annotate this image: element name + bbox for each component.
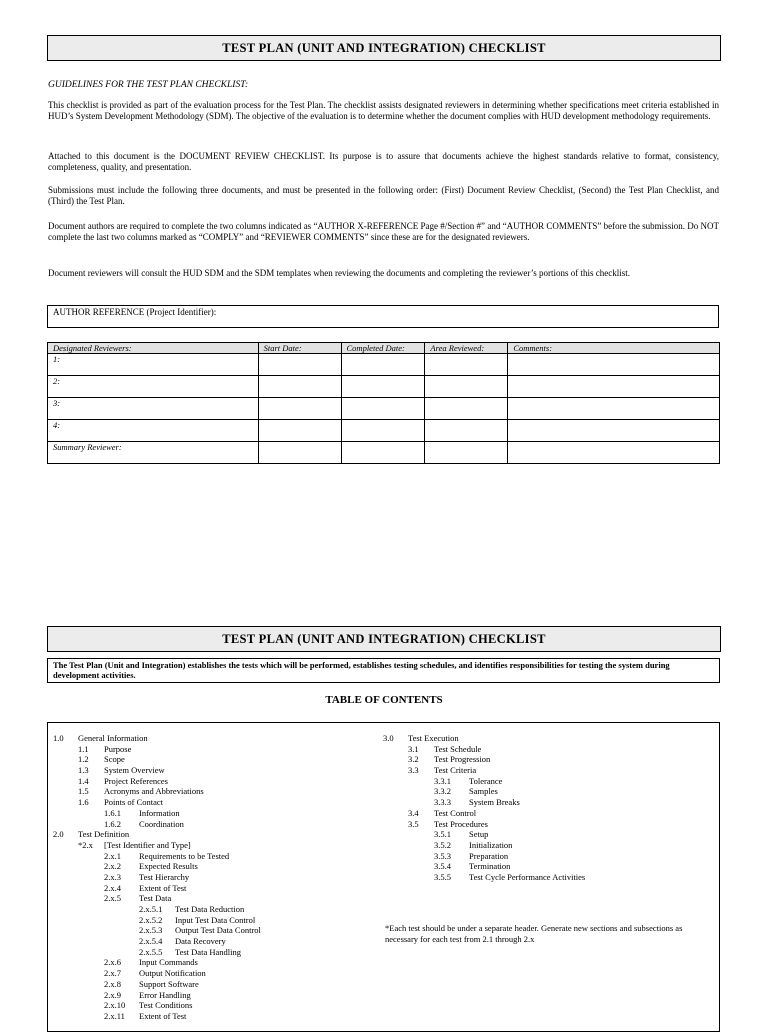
paragraph-authors: Document authors are required to complete the two columns indicated as “AUTHOR X-REFERENCE Page #/Section #” and “AUTHOR COMMENTS” before the submission. Do NOT complete the last two columns marked as “COMPLY” and “REVIEWER COMMENTS” since these are for the designated reviewers. — [48, 221, 719, 242]
completed-date-cell[interactable] — [341, 442, 425, 464]
toc-entry-number: 3.3.1 — [434, 775, 451, 786]
toc-note: *Each test should be under a separate header. Generate new sections and subsections as necessary for each test from 2.1 through 2.x — [385, 923, 683, 944]
reviewer-cell[interactable]: 2: — [48, 376, 259, 398]
toc-entry-title: Output Notification — [139, 968, 206, 979]
toc-entry-title: Test Data Handling — [175, 946, 241, 957]
toc-entry-number: 3.5 — [408, 818, 419, 829]
toc-entry-number: 2.x.7 — [104, 968, 121, 979]
toc-entry-title: Error Handling — [139, 989, 191, 1000]
table-row — [48, 420, 720, 442]
toc-entry-title: Test Hierarchy — [139, 871, 190, 882]
toc-entry-number: 1.6.1 — [104, 807, 121, 818]
toc-entry-title: Purpose — [104, 743, 132, 754]
toc-entry-title: Information — [139, 807, 180, 818]
checklist-title: TEST PLAN (UNIT AND INTEGRATION) CHECKLIST — [47, 35, 721, 61]
header-designated-reviewers: Designated Reviewers: — [48, 343, 259, 354]
toc-entry-title: Requirements to be Tested — [139, 850, 230, 861]
toc-entry-number: 2.0 — [53, 829, 64, 840]
author-reference-field[interactable] — [47, 305, 719, 328]
toc-entry-title: Extent of Test — [139, 1010, 187, 1021]
toc-entry-title: Data Recovery — [175, 936, 226, 947]
area-reviewed-cell[interactable] — [425, 420, 508, 442]
header-comments: Comments: — [508, 343, 720, 354]
toc-entry-title: Scope — [104, 754, 125, 765]
toc-entry-number: 2.x.5.5 — [139, 946, 163, 957]
toc-entry-title: Points of Contact — [104, 797, 164, 808]
toc-entry-number: *2.x — [78, 839, 93, 850]
reviewer-cell[interactable]: 4: — [48, 420, 259, 442]
toc-entry-title: Setup — [469, 829, 489, 840]
start-date-cell[interactable] — [258, 376, 341, 398]
toc-entry-number: 1.5 — [78, 786, 89, 797]
toc-entry-number: 3.0 — [383, 733, 394, 743]
toc-entry-title: Project References — [104, 775, 168, 786]
header-area-reviewed: Area Reviewed: — [425, 343, 508, 354]
toc-entry-number: 1.3 — [78, 765, 89, 776]
comments-cell[interactable] — [508, 376, 720, 398]
toc-entry-title: Test Execution — [408, 733, 459, 743]
toc-entry-number: 2.x.5.1 — [139, 904, 163, 914]
toc-entry-title: Test Definition — [78, 829, 130, 840]
toc-entry-number: 2.x.5 — [104, 893, 121, 904]
toc-entry-title: Expected Results — [139, 861, 198, 872]
toc-entry-number: 3.2 — [408, 754, 419, 765]
completed-date-cell[interactable] — [341, 398, 425, 420]
start-date-cell[interactable] — [258, 420, 341, 442]
toc-entry-number: 3.3.2 — [434, 786, 451, 797]
toc-entry-number: 3.1 — [408, 743, 419, 754]
toc-entry-title: Tolerance — [469, 775, 503, 786]
toc-entry-title: Termination — [469, 861, 511, 872]
table-row — [48, 442, 720, 464]
test-plan-description: The Test Plan (Unit and Integration) establishes the tests which will be performed, establishes testing schedules, and identifies responsibilities for testing the system during development activities. — [47, 658, 720, 683]
toc-entry-number: 2.x.5.2 — [139, 914, 163, 925]
toc-entry-number: 1.6.2 — [104, 818, 121, 829]
paragraph-submissions: Submissions must include the following three documents, and must be presented in the following order: (First) Document Review Checklist, (Second) the Test Plan Checklist, and (Third) the Test Plan. — [48, 185, 719, 206]
comments-cell[interactable] — [508, 398, 720, 420]
toc-entry-title: Test Conditions — [139, 1000, 193, 1011]
toc-entry-number: 3.5.4 — [434, 861, 451, 872]
checklist-title-2: TEST PLAN (UNIT AND INTEGRATION) CHECKLIST — [47, 626, 721, 652]
toc-entry-title: Initialization — [469, 839, 513, 850]
area-reviewed-cell[interactable] — [425, 442, 508, 464]
toc-entry-title: Input Commands — [139, 957, 198, 968]
toc-entry-number: 2.x.4 — [104, 882, 121, 893]
completed-date-cell[interactable] — [341, 354, 425, 376]
toc-entry-number: 3.5.2 — [434, 839, 451, 850]
reviewer-cell[interactable]: 3: — [48, 398, 259, 420]
toc-entry-number: 1.2 — [78, 754, 89, 765]
toc-entry-number: 2.x.6 — [104, 957, 121, 968]
toc-entry-title: System Overview — [104, 765, 165, 776]
toc-title: TABLE OF CONTENTS — [325, 694, 443, 706]
toc-entry-title: General Information — [78, 733, 148, 743]
header-start-date: Start Date: — [258, 343, 341, 354]
comments-cell[interactable] — [508, 354, 720, 376]
toc-entry-number: 3.5.5 — [434, 871, 451, 882]
toc-entry-title: Test Criteria — [434, 765, 477, 776]
toc-entry-title: Test Control — [434, 807, 477, 818]
reviewers-table-header — [48, 343, 720, 354]
toc-entry-title: [Test Identifier and Type] — [104, 839, 191, 850]
paragraph-intro: This checklist is provided as part of the evaluation process for the Test Plan. The checklist assists designated reviewers in determining whether specifications meet criteria established in HUD’s System Development Methodology (SDM). The objective of the evaluation is to determine whether the document complies with HUD development methodology requirements. — [48, 100, 719, 121]
area-reviewed-cell[interactable] — [425, 354, 508, 376]
toc-entry-number: 2.x.3 — [104, 871, 121, 882]
paragraph-attached: Attached to this document is the DOCUMENT REVIEW CHECKLIST. Its purpose is to assure that documents achieve the highest standards relative to format, consistency, completeness, quality, and presentation. — [48, 151, 719, 172]
toc-entry-title: Test Data Reduction — [175, 904, 245, 914]
toc-entry-number: 1.0 — [53, 733, 64, 743]
summary-reviewer-cell[interactable]: Summary Reviewer: — [48, 442, 259, 464]
guidelines-heading: GUIDELINES FOR THE TEST PLAN CHECKLIST: — [48, 80, 249, 90]
start-date-cell[interactable] — [258, 354, 341, 376]
toc-entry-number: 2.x.1 — [104, 850, 121, 861]
toc-entry-number: 1.4 — [78, 775, 89, 786]
toc-entry-number: 2.x.11 — [104, 1010, 125, 1021]
reviewers-table — [47, 342, 720, 464]
area-reviewed-cell[interactable] — [425, 376, 508, 398]
toc-entry-title: Preparation — [469, 850, 509, 861]
toc-entry-number: 1.1 — [78, 743, 89, 754]
toc-entry-number: 2.x.5.4 — [139, 936, 163, 947]
toc-entry-number: 3.3.3 — [434, 797, 451, 808]
toc-entry-number: 2.x.8 — [104, 978, 121, 989]
toc-entry-title: Acronyms and Abbreviations — [104, 786, 204, 797]
table-row — [48, 354, 720, 376]
toc-entry-number: 3.4 — [408, 807, 419, 818]
toc-entry-number: 3.5.3 — [434, 850, 451, 861]
toc-entry-title: Samples — [469, 786, 498, 797]
comments-cell[interactable] — [508, 420, 720, 442]
toc-entry-title: Test Procedures — [434, 818, 488, 829]
toc-entry-number: 2.x.10 — [104, 1000, 126, 1011]
comments-cell[interactable] — [508, 442, 720, 464]
header-completed-date: Completed Date: — [341, 343, 425, 354]
toc-entry-number: 3.3 — [408, 765, 419, 776]
toc-entry-title: Input Test Data Control — [175, 914, 256, 925]
toc-entry-number: 2.x.9 — [104, 989, 121, 1000]
paragraph-reviewers: Document reviewers will consult the HUD SDM and the SDM templates when reviewing the documents and completing the reviewer’s portions of this checklist. — [48, 268, 630, 278]
reviewer-cell[interactable]: 1: — [48, 354, 259, 376]
area-reviewed-cell[interactable] — [425, 398, 508, 420]
toc-entry-title: Support Software — [139, 978, 199, 989]
table-row — [48, 398, 720, 420]
start-date-cell[interactable] — [258, 442, 341, 464]
toc-entry-title: Test Cycle Performance Activities — [469, 871, 586, 882]
toc-entry-number: 2.x.2 — [104, 861, 121, 872]
toc-entry-title: Coordination — [139, 818, 184, 829]
toc-entry-number: 1.6 — [78, 797, 89, 808]
start-date-cell[interactable] — [258, 398, 341, 420]
toc-entry-title: Test Progression — [434, 754, 491, 765]
toc-entry-number: 2.x.5.3 — [139, 925, 163, 936]
toc-entry-title: System Breaks — [469, 797, 520, 808]
completed-date-cell[interactable] — [341, 376, 425, 398]
table-row — [48, 376, 720, 398]
toc-entry-title: Test Schedule — [434, 743, 482, 754]
toc-entry-title: Extent of Test — [139, 882, 187, 893]
toc-entry-title: Test Data — [139, 893, 172, 904]
completed-date-cell[interactable] — [341, 420, 425, 442]
toc-entry-title: Output Test Data Control — [175, 925, 261, 936]
author-reference-label: AUTHOR REFERENCE (Project Identifier): — [53, 307, 217, 317]
toc-entry-number: 3.5.1 — [434, 829, 451, 840]
table-of-contents — [47, 722, 720, 1032]
